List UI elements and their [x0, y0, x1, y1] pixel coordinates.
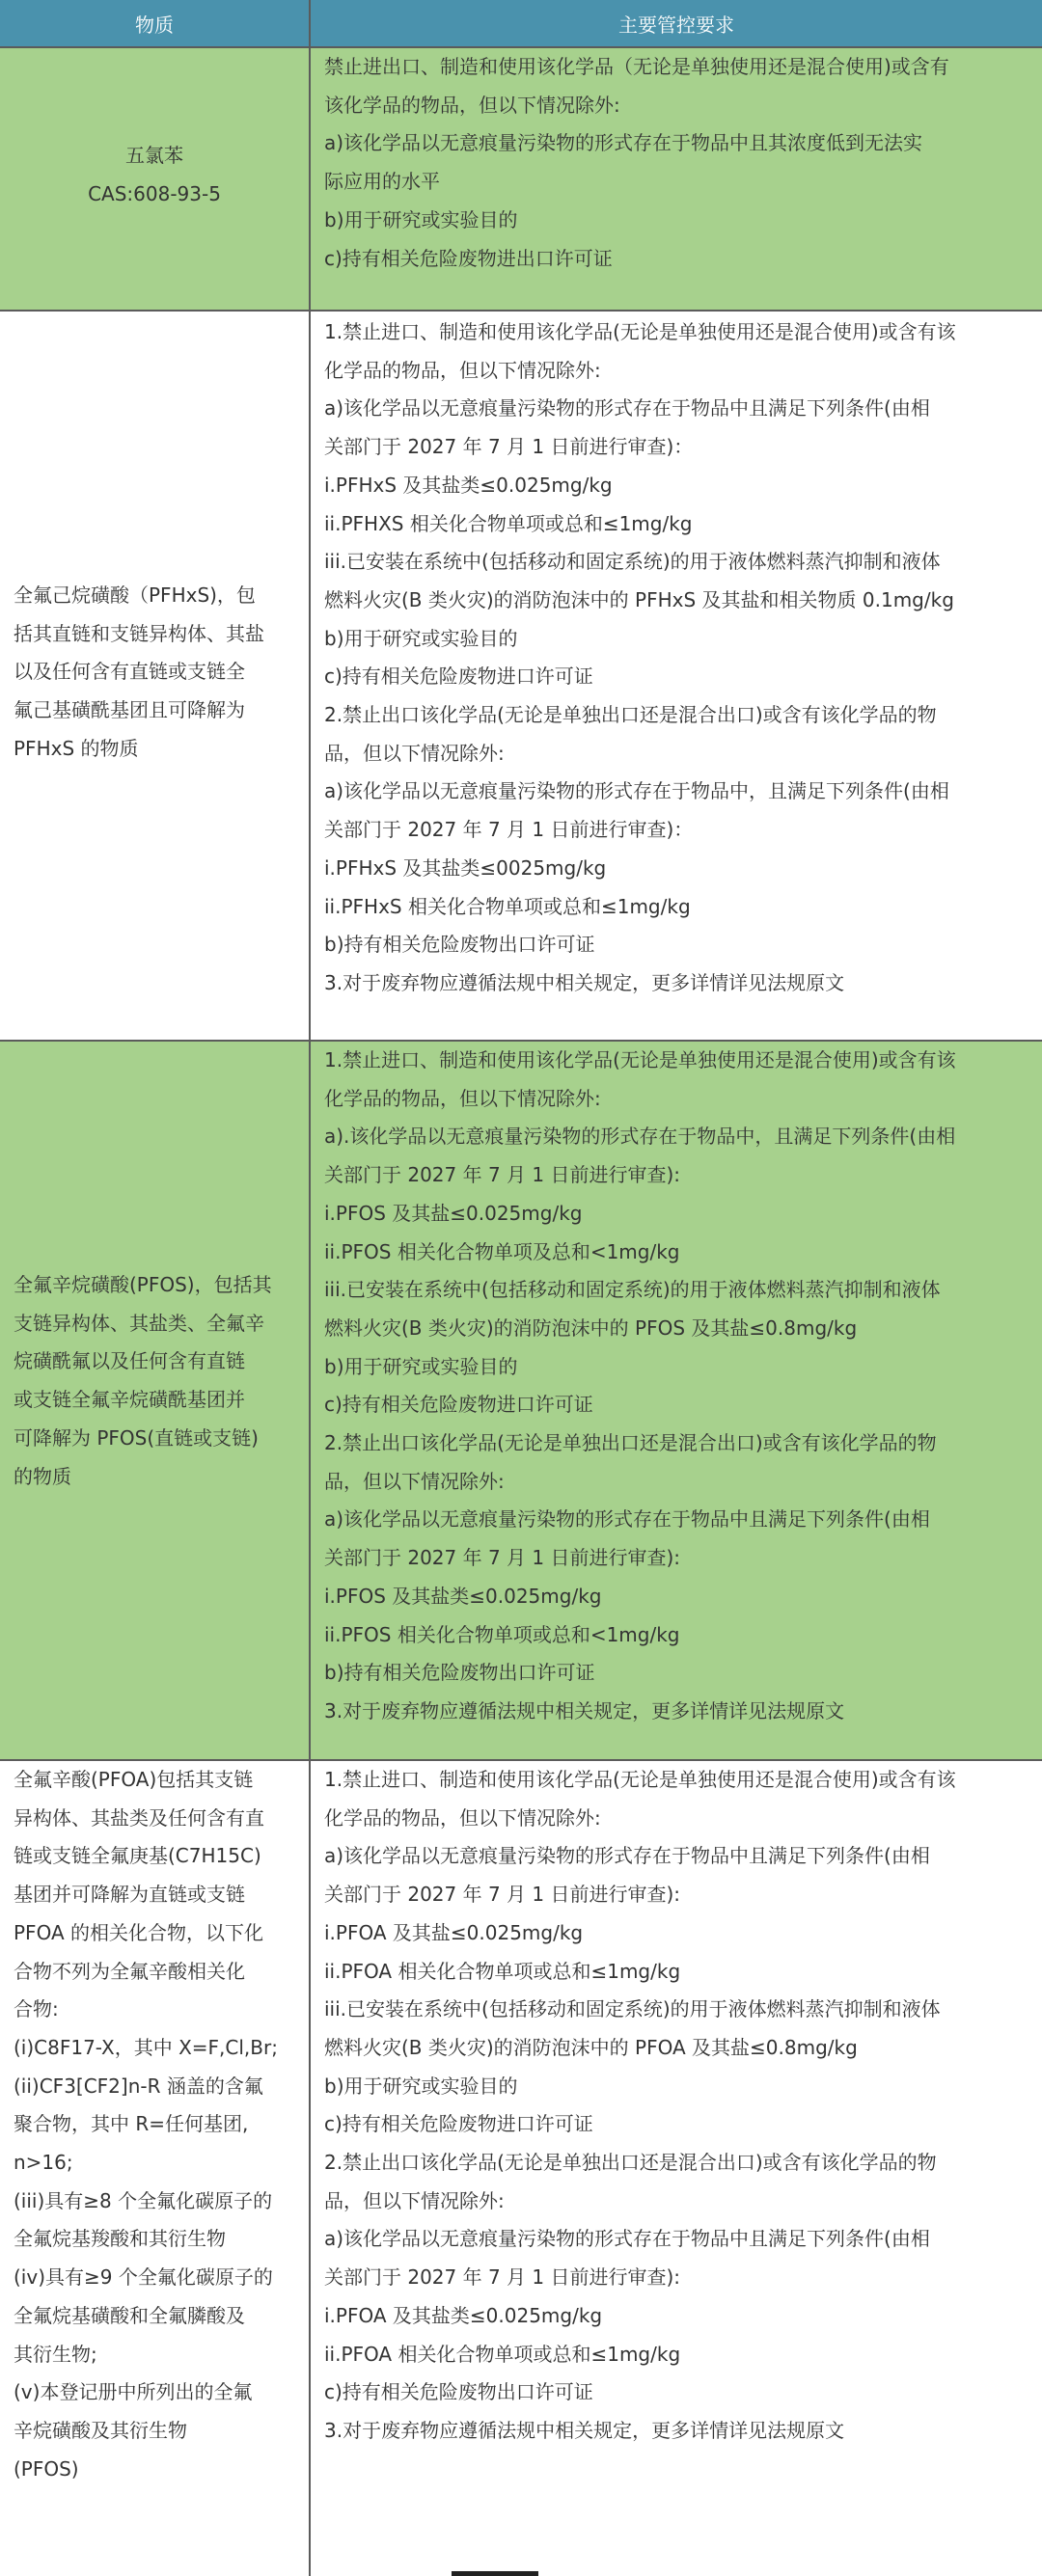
- substance-line: 聚合物，其中 R=任何基团,: [14, 2112, 249, 2136]
- requirement-line: 关部门于 2027 年 7 月 1 日前进行审查)：: [324, 435, 694, 459]
- requirement-line: iii.已安装在系统中(包括移动和固定系统)的用于液体燃料蒸汽抑制和液体: [324, 1997, 941, 2021]
- table-row: [0, 1761, 1042, 2576]
- requirement-line: c)持有相关危险废物出口许可证: [324, 2380, 593, 2404]
- requirement-line: 2.禁止出口该化学品(无论是单独出口还是混合出口)或含有该化学品的物: [324, 2151, 937, 2175]
- requirement-line: 际应用的水平: [324, 170, 440, 194]
- requirement-line: 品，但以下情况除外:: [324, 741, 505, 765]
- requirement-line: ii.PFHXS 相关化合物单项或总和≤1mg/kg: [324, 511, 693, 535]
- requirement-line: b)用于研究或实验目的: [324, 207, 518, 231]
- substance-line: (iv)具有≥9 个全氟化碳原子的: [14, 2265, 273, 2290]
- substance-line: 异构体、其盐类及任何含有直: [14, 1805, 264, 1830]
- substance-line: n>16;: [14, 2151, 73, 2175]
- requirement-line: 化学品的物品，但以下情况除外:: [324, 1805, 601, 1830]
- table-row: [0, 312, 1042, 1042]
- table-row: [0, 48, 1042, 312]
- substance-line: 基团并可降解为直链或支链: [14, 1883, 245, 1907]
- requirement-line: a)该化学品以无意痕量污染物的形式存在于物品中且满足下列条件(由相: [324, 1844, 930, 1868]
- requirement-line: ii.PFHxS 相关化合物单项或总和≤1mg/kg: [324, 894, 691, 918]
- requirement-line: 关部门于 2027 年 7 月 1 日前进行审查):: [324, 2265, 681, 2290]
- requirement-line: c)持有相关危险废物进口许可证: [324, 2112, 593, 2136]
- substance-line: 五氯苯: [125, 144, 183, 167]
- substance-line: 其衍生物;: [14, 2342, 97, 2366]
- requirement-line: 1.禁止进口、制造和使用该化学品(无论是单独使用还是混合使用)或含有该: [324, 1768, 956, 1791]
- substance-line: 合物:: [14, 1997, 59, 2021]
- substance-line: 括其直链和支链异构体、其盐: [14, 621, 264, 645]
- requirement-line: a)该化学品以无意痕量污染物的形式存在于物品中且满足下列条件(由相: [324, 2227, 930, 2251]
- substance-line: (PFOS): [14, 2456, 79, 2481]
- page-end-mark: [452, 2571, 538, 2576]
- requirement-line: i.PFOS 及其盐≤0.025mg/kg: [324, 1201, 583, 1225]
- requirement-line: 3.对于废弃物应遵循法规中相关规定，更多详情详见法规原文: [324, 1698, 845, 1722]
- requirement-line: 1.禁止进口、制造和使用该化学品(无论是单独使用还是混合使用)或含有该: [324, 1048, 956, 1071]
- header-requirements: 主要管控要求: [618, 13, 734, 37]
- requirement-line: a)该化学品以无意痕量污染物的形式存在于物品中且满足下列条件(由相: [324, 1507, 930, 1532]
- substance-line: 支链异构体、其盐类、全氟辛: [14, 1311, 264, 1335]
- requirements-cell: [311, 312, 1042, 1040]
- requirements-cell: [311, 48, 1042, 310]
- requirement-line: 禁止进出口、制造和使用该化学品（无论是单独使用还是混合使用)或含有: [324, 55, 949, 78]
- requirement-line: b)用于研究或实验目的: [324, 2074, 518, 2098]
- table-header: [0, 0, 1042, 48]
- substance-line: (ii)CF3[CF2]n-R 涵盖的含氟: [14, 2074, 263, 2098]
- requirement-line: ii.PFOS 相关化合物单项或总和<1mg/kg: [324, 1622, 680, 1646]
- requirement-line: 2.禁止出口该化学品(无论是单独出口还是混合出口)或含有该化学品的物: [324, 1431, 937, 1455]
- substance-line: 的物质: [14, 1464, 71, 1488]
- requirement-line: 品，但以下情况除外:: [324, 1469, 505, 1493]
- requirement-line: i.PFOS 及其盐类≤0.025mg/kg: [324, 1584, 602, 1608]
- requirement-line: b)用于研究或实验目的: [324, 1354, 518, 1378]
- substance-cell: [0, 1042, 311, 1759]
- requirement-line: 3.对于废弃物应遵循法规中相关规定，更多详情详见法规原文: [324, 2418, 845, 2442]
- substance-line: 全氟烷基磺酸和全氟膦酸及: [14, 2303, 245, 2327]
- requirement-line: b)持有相关危险废物出口许可证: [324, 1661, 595, 1685]
- requirement-line: 燃料火灾(B 类火灾)的消防泡沫中的 PFOS 及其盐≤0.8mg/kg: [324, 1315, 858, 1340]
- requirement-line: 化学品的物品，但以下情况除外:: [324, 358, 601, 382]
- requirement-line: i.PFHxS 及其盐类≤0025mg/kg: [324, 855, 607, 880]
- substance-cell: [0, 312, 311, 1040]
- requirement-line: 燃料火灾(B 类火灾)的消防泡沫中的 PFOA 及其盐≤0.8mg/kg: [324, 2035, 858, 2059]
- requirement-line: ii.PFOS 相关化合物单项及总和<1mg/kg: [324, 1239, 680, 1263]
- requirement-line: c)持有相关危险废物进出口许可证: [324, 246, 613, 270]
- requirement-line: 1.禁止进口、制造和使用该化学品(无论是单独使用还是混合使用)或含有该: [324, 320, 956, 343]
- requirement-line: ii.PFOA 相关化合物单项或总和≤1mg/kg: [324, 2342, 681, 2366]
- substance-line: 烷磺酰氟以及任何含有直链: [14, 1349, 245, 1373]
- substance-cell: [0, 48, 311, 310]
- substance-line: 辛烷磺酸及其衍生物: [14, 2418, 187, 2442]
- substance-line: 合物不列为全氟辛酸相关化: [14, 1959, 245, 1983]
- header-substance: 物质: [0, 0, 311, 46]
- substance-line: (i)C8F17-X，其中 X=F,Cl,Br;: [14, 2035, 278, 2059]
- requirement-line: a)该化学品以无意痕量污染物的形式存在于物品中，且满足下列条件(由相: [324, 779, 949, 803]
- requirement-line: 2.禁止出口该化学品(无论是单独出口还是混合出口)或含有该化学品的物: [324, 703, 937, 727]
- requirement-line: c)持有相关危险废物进口许可证: [324, 664, 593, 689]
- substance-line: 链或支链全氟庚基(C7H15C): [14, 1844, 261, 1868]
- requirement-line: iii.已安装在系统中(包括移动和固定系统)的用于液体燃料蒸汽抑制和液体: [324, 1278, 941, 1302]
- substance-line: (v)本登记册中所列出的全氟: [14, 2380, 253, 2404]
- requirement-line: a).该化学品以无意痕量污染物的形式存在于物品中，且满足下列条件(由相: [324, 1125, 956, 1149]
- substance-line: CAS:608-93-5: [88, 181, 221, 205]
- substance-line: 可降解为 PFOS(直链或支链): [14, 1425, 259, 1450]
- table-row: [0, 1042, 1042, 1761]
- substance-cell: [0, 1761, 311, 2576]
- requirement-line: a)该化学品以无意痕量污染物的形式存在于物品中且其浓度低到无法实: [324, 131, 923, 155]
- requirement-line: 燃料火灾(B 类火灾)的消防泡沫中的 PFHxS 及其盐和相关物质 0.1mg/kg: [324, 587, 954, 611]
- substance-line: 全氟烷基羧酸和其衍生物: [14, 2227, 226, 2251]
- requirement-line: i.PFOA 及其盐类≤0.025mg/kg: [324, 2303, 603, 2327]
- requirement-line: 关部门于 2027 年 7 月 1 日前进行审查):: [324, 1883, 681, 1907]
- substance-line: 全氟辛酸(PFOA)包括其支链: [14, 1768, 254, 1791]
- requirement-line: b)持有相关危险废物出口许可证: [324, 933, 595, 957]
- requirement-line: i.PFHxS 及其盐类≤0.025mg/kg: [324, 473, 613, 497]
- substance-line: 氟己基磺酰基团且可降解为: [14, 698, 245, 722]
- substance-line: 以及任何含有直链或支链全: [14, 660, 245, 684]
- requirement-line: a)该化学品以无意痕量污染物的形式存在于物品中且满足下列条件(由相: [324, 396, 930, 420]
- substance-line: 全氟辛烷磺酸(PFOS)，包括其: [14, 1273, 272, 1296]
- requirement-line: 关部门于 2027 年 7 月 1 日前进行审查):: [324, 1163, 681, 1187]
- requirement-line: 化学品的物品，但以下情况除外:: [324, 1086, 601, 1110]
- requirement-line: ii.PFOA 相关化合物单项或总和≤1mg/kg: [324, 1959, 681, 1983]
- requirements-cell: [311, 1761, 1042, 2576]
- requirement-line: iii.已安装在系统中(包括移动和固定系统)的用于液体燃料蒸汽抑制和液体: [324, 550, 941, 574]
- substance-line: PFOA 的相关化合物，以下化: [14, 1920, 263, 1944]
- substance-line: PFHxS 的物质: [14, 736, 139, 760]
- requirement-line: c)持有相关危险废物进口许可证: [324, 1393, 593, 1417]
- requirements-cell: [311, 1042, 1042, 1759]
- requirement-line: i.PFOA 及其盐≤0.025mg/kg: [324, 1920, 584, 1944]
- substance-line: (iii)具有≥8 个全氟化碳原子的: [14, 2188, 273, 2212]
- substance-line: 或支链全氟辛烷磺酰基团并: [14, 1388, 245, 1412]
- requirement-line: 品，但以下情况除外:: [324, 2188, 505, 2212]
- substance-line: 全氟己烷磺酸（PFHxS)，包: [14, 583, 256, 607]
- requirement-line: 该化学品的物品，但以下情况除外:: [324, 93, 620, 117]
- requirement-line: 关部门于 2027 年 7 月 1 日前进行审查):: [324, 1546, 681, 1570]
- requirement-line: b)用于研究或实验目的: [324, 626, 518, 650]
- requirement-line: 3.对于废弃物应遵循法规中相关规定，更多详情详见法规原文: [324, 970, 845, 994]
- requirement-line: 关部门于 2027 年 7 月 1 日前进行审查)：: [324, 818, 694, 842]
